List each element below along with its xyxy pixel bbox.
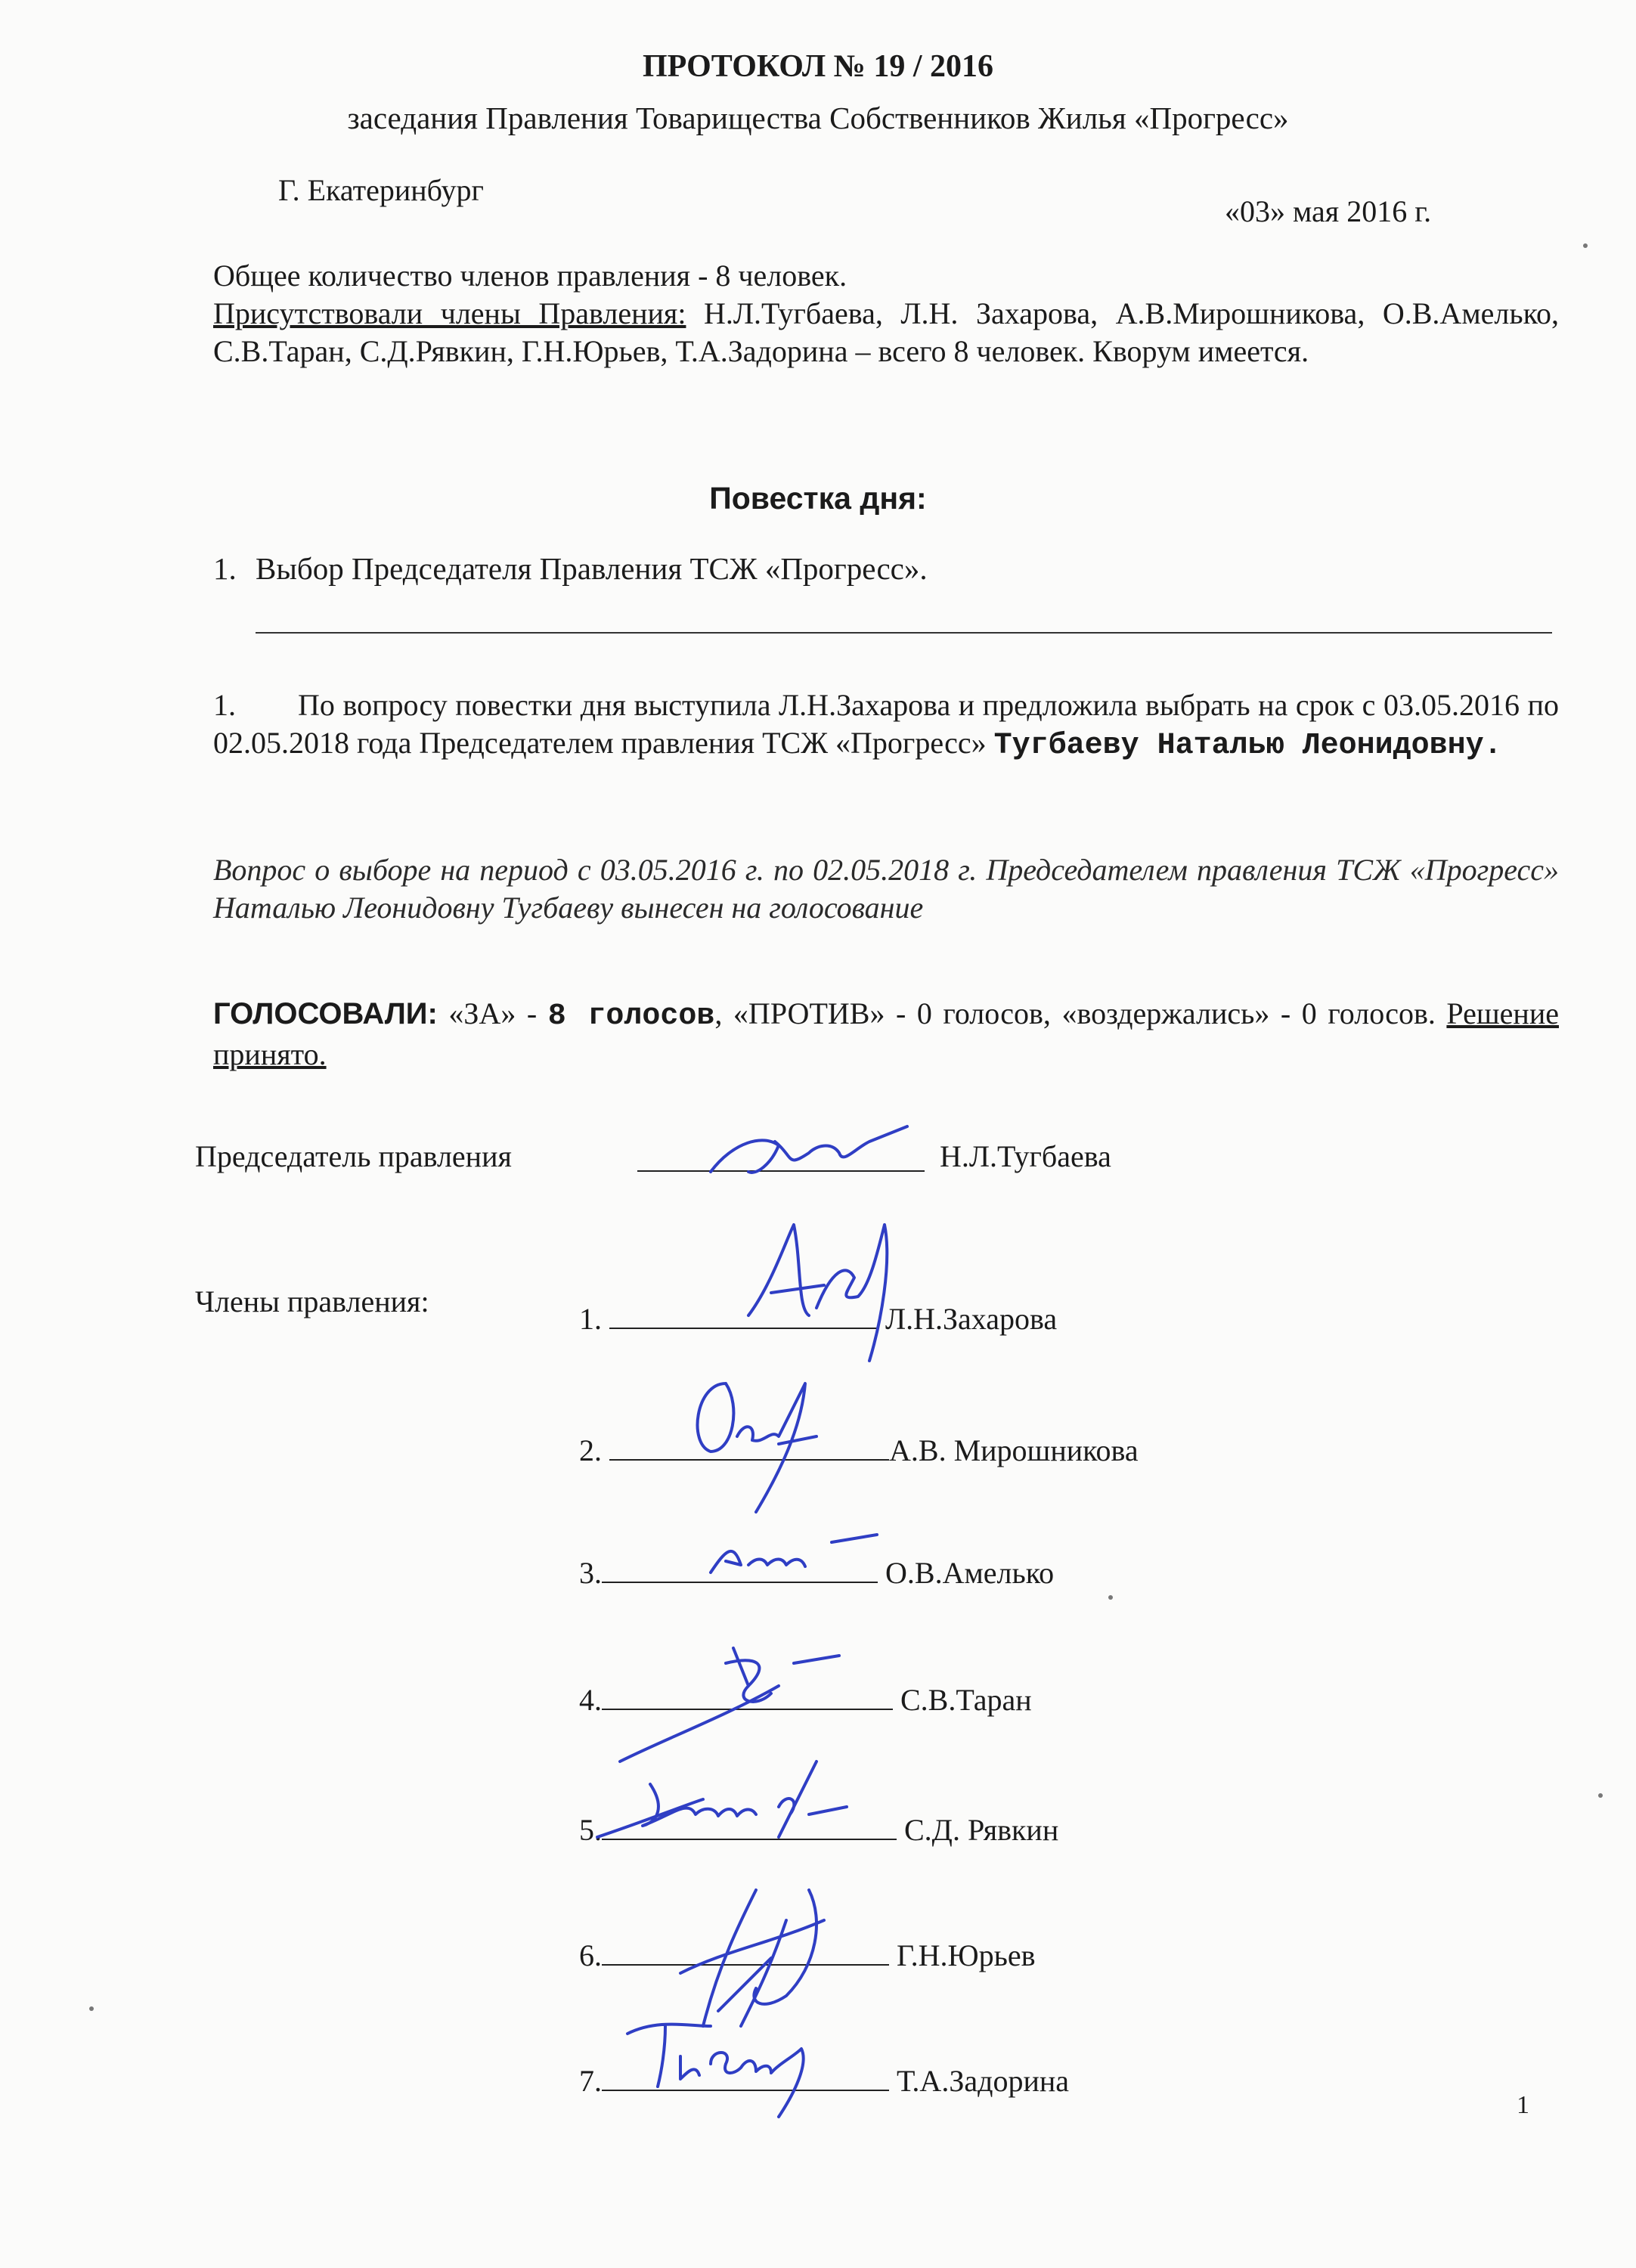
vote-rest: , «ПРОТИВ» - 0 голосов, «воздержались» - 0 голосов. bbox=[714, 996, 1447, 1030]
member-number: 4. bbox=[579, 1683, 602, 1717]
scan-speck bbox=[1108, 1595, 1113, 1600]
vote-for-count: 8 голосов bbox=[547, 999, 715, 1033]
vote-paragraph bbox=[213, 995, 1559, 1074]
total-members: Общее количество членов правления - 8 человек. bbox=[213, 259, 847, 293]
city: Г. Екатеринбург bbox=[278, 173, 484, 207]
vote-label: ГОЛОСОВАЛИ: bbox=[213, 997, 438, 1030]
vote-for-prefix: «ЗА» - bbox=[437, 996, 548, 1030]
chair-signature bbox=[680, 1111, 930, 1194]
agenda-item-text: Выбор Председателя Правления ТСЖ «Прогресс». bbox=[256, 551, 928, 586]
member-signature bbox=[605, 1633, 877, 1769]
discussion-text: По вопросу повестки дня выступила Л.Н.Захарова и предложила выбрать на срок с 03.05.2016 по 02.05.2018 года Председателем правления ТСЖ «Прогресс» bbox=[213, 688, 1559, 760]
agenda-item-number: 1. bbox=[213, 551, 237, 586]
discussion-paragraph bbox=[213, 686, 1559, 765]
page-number: 1 bbox=[1517, 2091, 1529, 2119]
question-paragraph: Вопрос о выборе на период с 03.05.2016 г. по 02.05.2018 г. Председателем правления ТСЖ «Прогресс» Наталью Леонидовну Тугбаеву вынесен на голосование bbox=[213, 853, 1559, 925]
scan-speck bbox=[1598, 1793, 1603, 1798]
member-row bbox=[579, 1429, 1139, 1468]
member-name: Л.Н.Захарова bbox=[885, 1302, 1058, 1336]
decision: Решение принято. bbox=[213, 996, 1559, 1071]
member-signature bbox=[696, 1520, 892, 1588]
present-list: Н.Л.Тугбаева, Л.Н. Захарова, А.В.Мирошникова, О.В.Амелько, С.В.Таран, С.Д.Рявкин, Г.Н.Юрьев, Т.А.Задорина – всего 8 человек. Кворум имеется. bbox=[213, 296, 1559, 368]
member-name: А.В. Мирошникова bbox=[889, 1433, 1139, 1467]
member-signature bbox=[612, 2003, 839, 2132]
date: «03» мая 2016 г. bbox=[1225, 194, 1432, 228]
divider-line bbox=[256, 632, 1552, 634]
attendance-block bbox=[213, 257, 1559, 370]
nominee-name: Тугбаеву Наталью Леонидовну. bbox=[993, 729, 1502, 763]
document-subtitle: заседания Правления Товарищества Собственников Жилья «Прогресс» bbox=[347, 101, 1289, 135]
chair-name: Н.Л.Тугбаева bbox=[940, 1139, 1111, 1173]
member-number: 2. bbox=[579, 1433, 602, 1467]
document-title: ПРОТОКОЛ № 19 / 2016 bbox=[642, 49, 994, 84]
member-name: С.Д. Рявкин bbox=[904, 1813, 1059, 1847]
agenda-title: Повестка дня: bbox=[709, 481, 927, 516]
present-label: Присутствовали члены Правления: bbox=[213, 296, 686, 330]
member-signature bbox=[665, 1338, 847, 1535]
member-signature bbox=[582, 1754, 885, 1852]
member-number: 6. bbox=[579, 1938, 602, 1972]
member-number: 1. bbox=[579, 1302, 602, 1336]
scan-speck bbox=[1583, 243, 1588, 248]
member-name: О.В.Амелько bbox=[885, 1556, 1055, 1590]
member-number: 5. bbox=[579, 1813, 602, 1847]
members-label: Члены правления: bbox=[195, 1284, 429, 1318]
discussion-number: 1. bbox=[213, 688, 236, 722]
member-number: 3. bbox=[579, 1556, 602, 1590]
member-number: 7. bbox=[579, 2064, 602, 2098]
chair-label: Председатель правления bbox=[195, 1139, 512, 1173]
member-name: Г.Н.Юрьев bbox=[897, 1938, 1036, 1972]
scan-speck bbox=[89, 2006, 94, 2011]
member-name: С.В.Таран bbox=[900, 1683, 1032, 1717]
agenda-item bbox=[213, 550, 928, 587]
member-name: Т.А.Задорина bbox=[897, 2064, 1070, 2098]
